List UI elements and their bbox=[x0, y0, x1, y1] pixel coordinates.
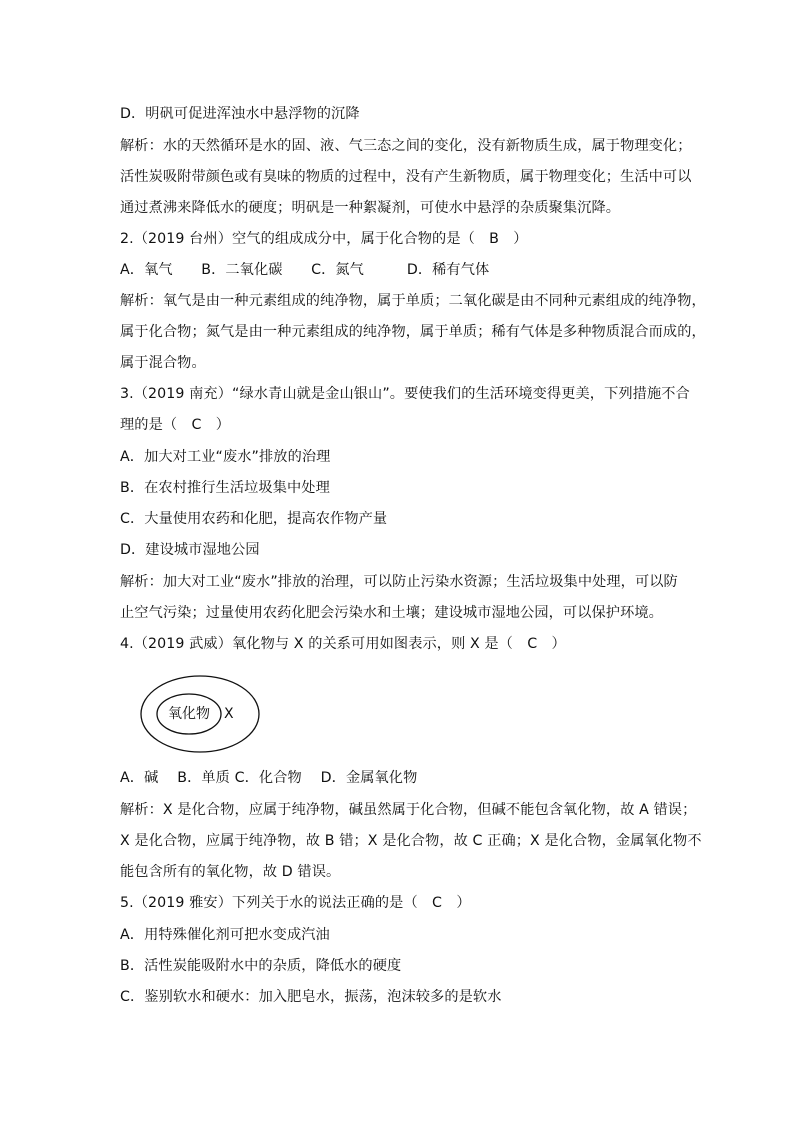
q4-analysis-line-2: X 是化合物，应属于纯净物，故 B 错；X 是化合物，故 C 正确；X 是化合物，金属氧化物不 bbox=[120, 833, 702, 849]
q3-stem-line-1: 3.（2019 南充）“绿水青山就是金山银山”。要使我们的生活环境变得更美，下列措施不合 bbox=[120, 386, 690, 402]
q4-analysis-line-3: 能包含所有的氧化物，故 D 错误。 bbox=[120, 864, 341, 880]
outer-set-label: X bbox=[224, 706, 234, 722]
q3-option-d: D．建设城市湿地公园 bbox=[120, 542, 260, 558]
q1-option-d: D．明矾可促进浑浊水中悬浮物的沉降 bbox=[120, 106, 360, 122]
q3-stem-line-2: 理的是（ C ） bbox=[120, 417, 231, 433]
q5-stem: 5.（2019 雅安）下列关于水的说法正确的是（ C ） bbox=[120, 895, 471, 911]
q4-analysis-line-1: 解析：X 是化合物，应属于纯净物，碱虽然属于化合物，但碱不能包含氧化物，故 A 错误； bbox=[120, 802, 697, 818]
q3-option-c: C．大量使用农药和化肥，提高农作物产量 bbox=[120, 511, 388, 527]
q3-analysis-line-2: 止空气污染；过量使用农药化肥会污染水和土壤；建设城市湿地公园，可以保护环境。 bbox=[120, 605, 663, 621]
q2-analysis-line-1: 解析：氧气是由一种元素组成的纯净物，属于单质；二氧化碳是由不同种元素组成的纯净物， bbox=[120, 293, 706, 309]
q1-analysis-line-2: 活性炭吸附带颜色或有臭味的物质的过程中，没有产生新物质，属于物理变化；生活中可以 bbox=[120, 169, 692, 185]
q3-option-a: A．加大对工业“废水”排放的治理 bbox=[120, 449, 331, 465]
q4-stem: 4.（2019 武威）氧化物与 X 的关系可用如图表示，则 X 是（ C ） bbox=[120, 636, 566, 652]
q2-stem: 2.（2019 台州）空气的组成成分中，属于化合物的是（ B ） bbox=[120, 231, 528, 247]
q4-options: A．碱 B．单质 C．化合物 D．金属氧化物 bbox=[120, 770, 418, 786]
q2-analysis-line-3: 属于混合物。 bbox=[120, 355, 206, 371]
q3-analysis-line-1: 解析：加大对工业“废水”排放的治理，可以防止污染水资源；生活垃圾集中处理，可以防 bbox=[120, 574, 678, 590]
q3-option-b: B．在农村推行生活垃圾集中处理 bbox=[120, 480, 330, 496]
q1-analysis-line-3: 通过煮沸来降低水的硬度；明矾是一种絮凝剂，可使水中悬浮的杂质聚集沉降。 bbox=[120, 200, 621, 216]
q5-option-c: C．鉴别软水和硬水：加入肥皂水，振荡，泡沫较多的是软水 bbox=[120, 989, 502, 1005]
q2-analysis-line-2: 属于化合物；氮气是由一种元素组成的纯净物，属于单质；稀有气体是多种物质混合而成的， bbox=[120, 324, 706, 340]
q5-option-b: B．活性炭能吸附水中的杂质，降低水的硬度 bbox=[120, 958, 402, 974]
q2-options: A．氧气 B．二氧化碳 C．氮气 D．稀有气体 bbox=[120, 262, 490, 278]
oxide-set-diagram bbox=[138, 670, 264, 756]
inner-set-label: 氧化物 bbox=[168, 706, 210, 722]
q1-analysis-line-1: 解析：水的天然循环是水的固、液、气三态之间的变化，没有新物质生成，属于物理变化； bbox=[120, 138, 692, 154]
q5-option-a: A．用特殊催化剂可把水变成汽油 bbox=[120, 927, 330, 943]
